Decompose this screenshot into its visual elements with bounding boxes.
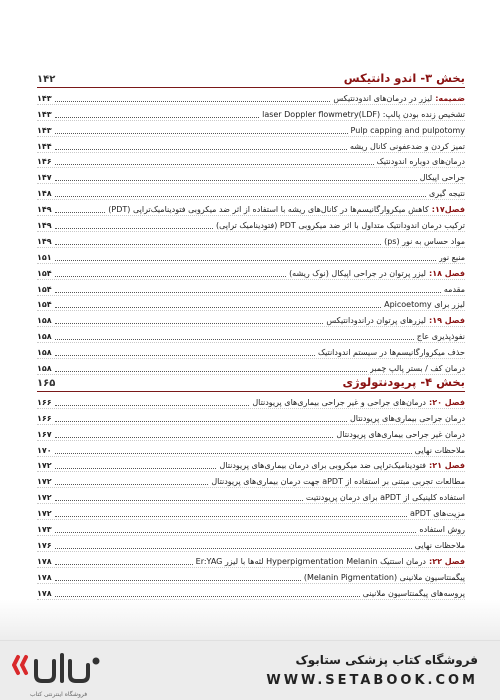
entry-page-number: ۱۷۸ [37, 556, 52, 566]
toc-entry [37, 89, 465, 105]
entry-title: مطالعات تجربی مبتنی بر استفاده از aPDT جهت درمان بیماری‌های پریودنتال [211, 477, 465, 487]
dot-leader [55, 484, 209, 485]
entry-page-number: ۱۵۸ [37, 348, 52, 358]
entry-title: درمان جراحی بیماری‌های پریودنتال [349, 413, 465, 423]
toc-entry [37, 584, 465, 600]
toc-entry [37, 457, 465, 473]
chapter-label: فصل ۲۲: [428, 556, 465, 566]
entry-title: درمان‌های جراحی و غیر جراحی بیماری‌های پریودنتال [252, 397, 426, 407]
entry-page-number: ۱۴۳ [37, 93, 52, 103]
store-footer [0, 640, 500, 700]
entry-title: جراحی اپیکال [419, 173, 465, 183]
dot-leader [55, 516, 407, 517]
section-header [37, 58, 465, 88]
toc-entry [37, 168, 465, 184]
entry-page-number: ۱۵۴ [37, 300, 52, 310]
entry-page-number: ۱۷۲ [37, 461, 52, 471]
dot-leader [55, 580, 301, 581]
entry-page-number: ۱۷۰ [37, 445, 52, 455]
dot-leader [55, 292, 441, 293]
entry-page-number: ۱۴۳ [37, 109, 52, 119]
dot-leader [55, 276, 286, 277]
entry-page-number: ۱۷۶ [37, 540, 52, 550]
dot-leader [55, 437, 334, 438]
toc-entry [37, 311, 465, 327]
entry-title: ملاحظات نهایی [414, 540, 465, 550]
toc-entry [37, 105, 465, 121]
entry-title: درمان استتیک Hyperpigmentation Melanin لثه‌ها با لیزر Er:YAG [195, 556, 426, 566]
dot-leader [55, 133, 348, 134]
entry-title: پیگمنتاسیون ملانینی (Melanin Pigmentation) [303, 572, 465, 582]
dot-leader [55, 260, 436, 261]
entry-title: منبع نور [438, 252, 465, 262]
entry-title: لیزر پرتوان در جراحی اپیکال (نوک ریشه) [289, 268, 426, 278]
entry-page-number: ۱۵۱ [37, 252, 52, 262]
section-page-number: ۱۶۵ [37, 378, 56, 389]
entry-title: درمان غیر جراحی بیماری‌های پریودنتال [336, 429, 465, 439]
entry-title: پروسه‌های پیگمنتاسیون ملانینی [362, 588, 465, 598]
dot-leader [55, 244, 381, 245]
entry-title: نفوذپذیری عاج [416, 332, 465, 342]
entry-page-number: ۱۵۸ [37, 332, 52, 342]
entry-title: Pulp capping and pulpotomy [350, 125, 465, 135]
chapter-label: فصل۱۷: [431, 205, 465, 215]
entry-title: تشخیص زنده بودن پالپ: (laser Doppler flowmetry(LDF [262, 109, 465, 119]
toc-entries [37, 89, 465, 375]
toc-entry [37, 137, 465, 153]
chapter-label: ضمیمه: [435, 93, 465, 103]
entry-title: استفاده کلینیکی از aPDT برای درمان پریودنتیت [305, 493, 465, 503]
entry-page-number: ۱۵۸ [37, 364, 52, 374]
dot-leader [55, 212, 106, 213]
dot-leader [55, 149, 347, 150]
dot-leader [55, 500, 303, 501]
entry-title: درمان کف / بستر پالپ چمبر [369, 364, 465, 374]
entry-title: ترکیب درمان اندودانتیک متداول با اثر ضد میکروبی PDT (فتودینامیک تراپی) [215, 221, 465, 231]
dot-leader [55, 468, 217, 469]
toc-entry [37, 296, 465, 312]
entry-page-number: ۱۵۴ [37, 284, 52, 294]
toc-section-endodontics [37, 58, 465, 375]
dot-leader [55, 196, 426, 197]
chapter-label: فصل ۱۸: [428, 268, 465, 278]
toc-entry [37, 488, 465, 504]
store-url[interactable]: WWW.SETABOOK.COM [266, 673, 478, 688]
entry-page-number: ۱۷۸ [37, 572, 52, 582]
dot-leader [55, 117, 259, 118]
store-name: فروشگاه کتاب پزشکی ستابوک [295, 653, 478, 667]
page-fade [0, 600, 500, 640]
dot-leader [55, 405, 250, 406]
chapter-label: فصل ۱۹: [428, 316, 465, 326]
entry-title: ملاحظات نهایی [414, 445, 465, 455]
entry-page-number: ۱۵۸ [37, 316, 52, 326]
entry-page-number: ۱۶۷ [37, 429, 52, 439]
toc-entry [37, 121, 465, 137]
entry-title: لیزرهای پرتوان دراندودانتیکس [326, 316, 426, 326]
dot-leader [55, 355, 315, 356]
entry-page-number: ۱۴۹ [37, 221, 52, 231]
toc-section-periodontology [37, 362, 465, 600]
entry-page-number: ۱۷۲ [37, 493, 52, 503]
toc-entry [37, 264, 465, 280]
toc-entry [37, 552, 465, 568]
entry-title: نتیجه گیری [429, 189, 465, 199]
entry-title: حذف میکروارگانیسم‌ها در سیستم اندودانتیک [317, 348, 465, 358]
entry-title: مقدمه [443, 284, 465, 294]
toc-entry [37, 504, 465, 520]
toc-entry [37, 568, 465, 584]
toc-entry [37, 343, 465, 359]
entry-page-number: ۱۷۳ [37, 525, 52, 535]
entry-page-number: ۱۷۲ [37, 509, 52, 519]
entry-title: درمان‌های دوباره اندودنتیک [376, 157, 465, 167]
entry-page-number: ۱۶۶ [37, 413, 52, 423]
entry-page-number: ۱۴۶ [37, 157, 52, 167]
toc-entry [37, 216, 465, 232]
toc-entry [37, 232, 465, 248]
chapter-label: فصل ۲۱: [428, 461, 465, 471]
entry-title: کاهش میکروارگانیسم‌ها در کانال‌های ریشه با استفاده از اثر ضد میکروبی فتودینامیک‌تراپی (PDT) [108, 205, 429, 215]
toc-entry [37, 248, 465, 264]
toc-entry [37, 441, 465, 457]
section-title: بخش ۳- اندو دانتیکس [343, 71, 465, 85]
section-title: بخش ۴- پریودنتولوژی [342, 375, 465, 389]
entry-page-number: ۱۴۸ [37, 189, 52, 199]
entry-title: لیزر در درمان‌های اندودنتیکس [333, 93, 433, 103]
toc-entry [37, 184, 465, 200]
toc-entry [37, 472, 465, 488]
toc-entry [37, 536, 465, 552]
dot-leader [55, 101, 331, 102]
entry-title: تمیز کردن و ضدعفونی کانال ریشه [350, 141, 465, 151]
dot-leader [55, 228, 213, 229]
dot-leader [55, 307, 381, 308]
entry-page-number: ۱۶۶ [37, 397, 52, 407]
section-page-number: ۱۴۲ [37, 74, 56, 85]
entry-page-number: ۱۴۹ [37, 236, 52, 246]
entry-title: لیزر برای Apicoetomy [384, 300, 465, 310]
section-header [37, 362, 465, 392]
toc-entry [37, 280, 465, 296]
entry-page-number: ۱۴۴ [37, 141, 52, 151]
dot-leader [55, 564, 193, 565]
entry-title: مزیت‌های aPDT [409, 509, 465, 519]
toc-entry [37, 200, 465, 216]
entry-title: روش استفاده [419, 525, 465, 535]
dot-leader [55, 548, 412, 549]
entry-page-number: ۱۷۲ [37, 477, 52, 487]
dot-leader [55, 421, 347, 422]
entry-page-number: ۱۵۴ [37, 268, 52, 278]
dot-leader [55, 339, 414, 340]
toc-entry [37, 393, 465, 409]
toc-entry [37, 153, 465, 169]
toc-entry [37, 327, 465, 343]
dot-leader [55, 164, 374, 165]
entry-page-number: ۱۴۷ [37, 173, 52, 183]
setabook-logo [12, 649, 102, 693]
entry-page-number: ۱۴۳ [37, 125, 52, 135]
toc-entry [37, 520, 465, 536]
dot-leader [55, 453, 412, 454]
dot-leader [55, 323, 324, 324]
entry-title: مواد حساس به نور (ps) [384, 236, 465, 246]
logo-caption: فروشگاه اینترنتی کتاب [30, 691, 88, 698]
dot-leader [55, 596, 360, 597]
toc-entry [37, 425, 465, 441]
entry-title: فتودینامیک‌تراپی ضد میکروبی برای درمان بیماری‌های پریودنتال [219, 461, 426, 471]
entry-page-number: ۱۷۸ [37, 588, 52, 598]
entry-page-number: ۱۴۹ [37, 205, 52, 215]
chapter-label: فصل ۲۰: [428, 397, 465, 407]
dot-leader [55, 180, 417, 181]
dot-leader [55, 532, 417, 533]
toc-entries [37, 393, 465, 600]
toc-entry [37, 409, 465, 425]
